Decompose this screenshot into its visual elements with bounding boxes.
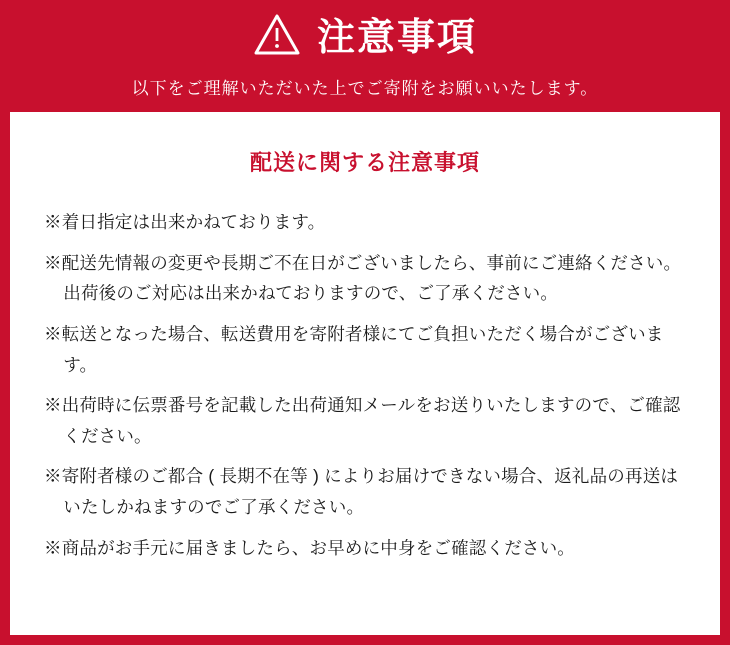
notice-header (0, 0, 730, 112)
page-title: 注意事項 (316, 16, 477, 59)
notice-body (10, 112, 720, 635)
list-item: ※出荷時に伝票番号を記載した出荷通知メールをお送りいたしますので、ご確認ください。 (44, 395, 681, 446)
list-item: ※商品がお手元に届きましたら、お早めに中身をご確認ください。 (44, 537, 575, 558)
section-title: 配送に関する注意事項 (249, 150, 480, 175)
list-item: ※転送となった場合、転送費用を寄附者様にてご負担いただく場合がございます。 (44, 323, 664, 375)
list-item: ※着日指定は出来かねております。 (44, 212, 326, 232)
notice-list (44, 207, 686, 563)
warning-triangle-icon (253, 13, 301, 62)
list-item: ※配送先情報の変更や長期ご不在日がございましたら、事前にご連絡ください。出荷後のご対応は出来かねておりますので、ご了承ください。 (44, 252, 682, 304)
header-subtitle: 以下をご理解いただいた上でご寄附をお願いいたします。 (131, 79, 599, 98)
header-title-row (253, 13, 477, 62)
list-item: ※寄附者様のご都合 ( 長期不在等 ) によりお届けできない場合、返礼品の再送はいたしかねますのでご了承ください。 (44, 466, 679, 517)
